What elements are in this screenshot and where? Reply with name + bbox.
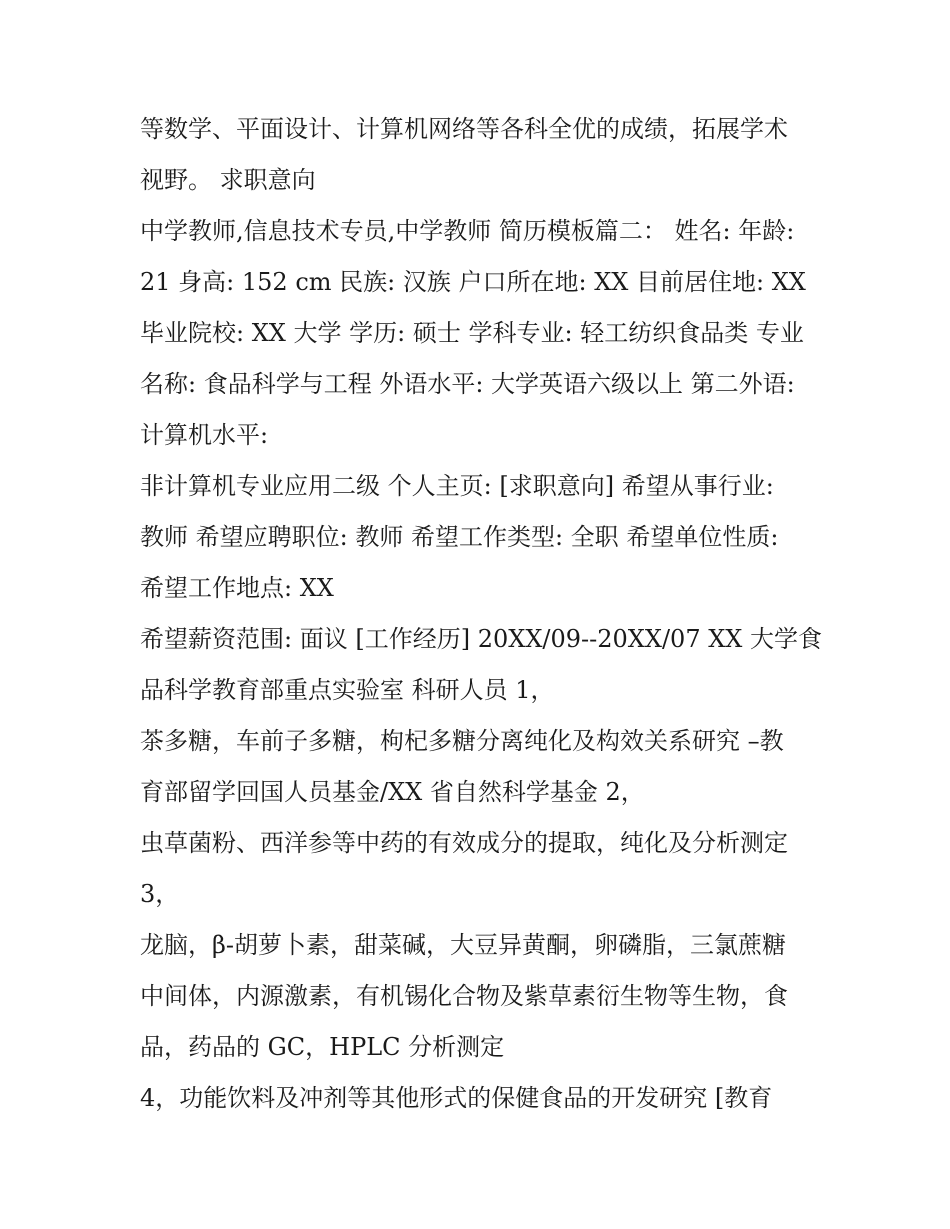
text-line: 毕业院校: XX 大学 学历: 硕士 学科专业: 轻工纺织食品类 专业 — [140, 319, 804, 347]
text-line: 品，药品的 GC，HPLC 分析测定 — [140, 1033, 505, 1061]
text-line: 希望工作地点: XX — [140, 574, 334, 602]
text-line: 茶多糖，车前子多糖，枸杞多糖分离纯化及构效关系研究 –教 — [140, 727, 784, 755]
text-line: 中间体，内源激素，有机锡化合物及紫草素衍生物等生物，食 — [140, 982, 788, 1010]
text-line: 品科学教育部重点实验室 科研人员 1， — [140, 676, 555, 704]
text-line: 育部留学回国人员基金/XX 省自然科学基金 2， — [140, 778, 645, 806]
text-line: 希望薪资范围: 面议 [工作经历] 20XX/09--20XX/07 XX 大学食 — [140, 625, 823, 653]
text-line: 4，功能饮料及冲剂等其他形式的保健食品的开发研究 [教育 — [140, 1084, 773, 1112]
text-line: 中学教师,信息技术专员,中学教师 简历模板篇二： 姓名: 年龄: — [140, 217, 795, 245]
body-text — [140, 104, 830, 1124]
text-line: 龙脑，β-胡萝卜素，甜菜碱，大豆异黄酮，卵磷脂，三氯蔗糖 — [140, 931, 786, 959]
text-line: 虫草菌粉、西洋参等中药的有效成分的提取，纯化及分析测定 — [140, 829, 788, 857]
text-line: 等数学、平面设计、计算机网络等各科全优的成绩，拓展学术 — [140, 115, 788, 143]
text-line: 名称: 食品科学与工程 外语水平: 大学英语六级以上 第二外语: — [140, 370, 795, 398]
text-line: 非计算机专业应用二级 个人主页: [求职意向] 希望从事行业: — [140, 472, 774, 500]
text-line: 视野。 求职意向 — [140, 166, 316, 194]
text-line: 教师 希望应聘职位: 教师 希望工作类型: 全职 希望单位性质: — [140, 523, 779, 551]
text-line: 计算机水平: — [140, 421, 269, 449]
text-line: 3， — [140, 880, 180, 908]
text-line: 21 身高: 152 cm 民族: 汉族 户口所在地: XX 目前居住地: XX — [140, 268, 806, 296]
